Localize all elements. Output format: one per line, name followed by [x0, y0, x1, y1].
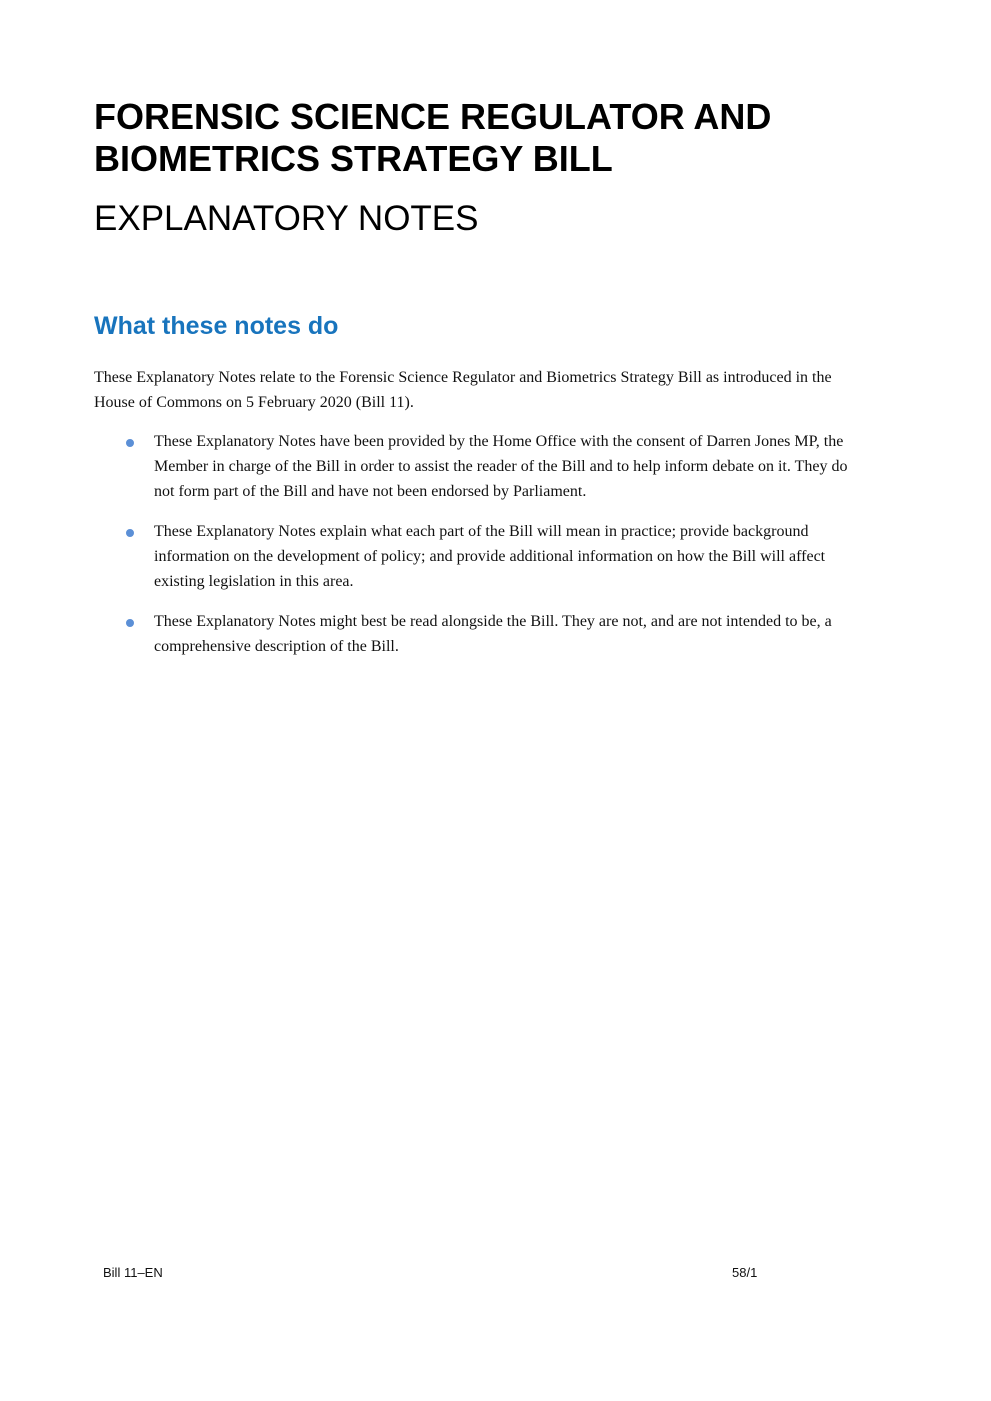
- footer-print-number: 58/1: [732, 1265, 758, 1280]
- bullet-item-3: [94, 609, 864, 659]
- bullet-text: These Explanatory Notes have been provided by the Home Office with the consent of Darren Jones MP, the Member in charge of the Bill in order to assist the reader of the Bill and to help inform debate on it. They do not form part of the Bill and have not been endorsed by Parliament.: [154, 433, 848, 500]
- bullet-item-2: [94, 519, 864, 594]
- bullet-text: These Explanatory Notes might best be read alongside the Bill. They are not, and are not intended to be, a comprehensive description of the Bill.: [154, 613, 832, 655]
- bullet-list: [94, 429, 864, 674]
- footer-bill-reference: Bill 11–EN: [103, 1265, 163, 1280]
- bullet-dot-icon: [126, 529, 134, 537]
- section-heading: What these notes do: [94, 312, 339, 340]
- bullet-text: These Explanatory Notes explain what each part of the Bill will mean in practice; provide background information on the development of policy; and provide additional information on how the Bill will affect existing legislation in this area.: [154, 523, 826, 590]
- bullet-item-1: [94, 429, 864, 504]
- bullet-dot-icon: [126, 439, 134, 447]
- bullet-dot-icon: [126, 619, 134, 627]
- document-title: [94, 96, 914, 180]
- title-line-2: BIOMETRICS STRATEGY BILL: [94, 138, 613, 179]
- document-subtitle: EXPLANATORY NOTES: [94, 199, 479, 238]
- intro-paragraph: These Explanatory Notes relate to the Forensic Science Regulator and Biometrics Strategy Bill as introduced in the House of Commons on 5 February 2020 (Bill 11).: [94, 369, 832, 411]
- title-line-1: FORENSIC SCIENCE REGULATOR AND: [94, 96, 772, 137]
